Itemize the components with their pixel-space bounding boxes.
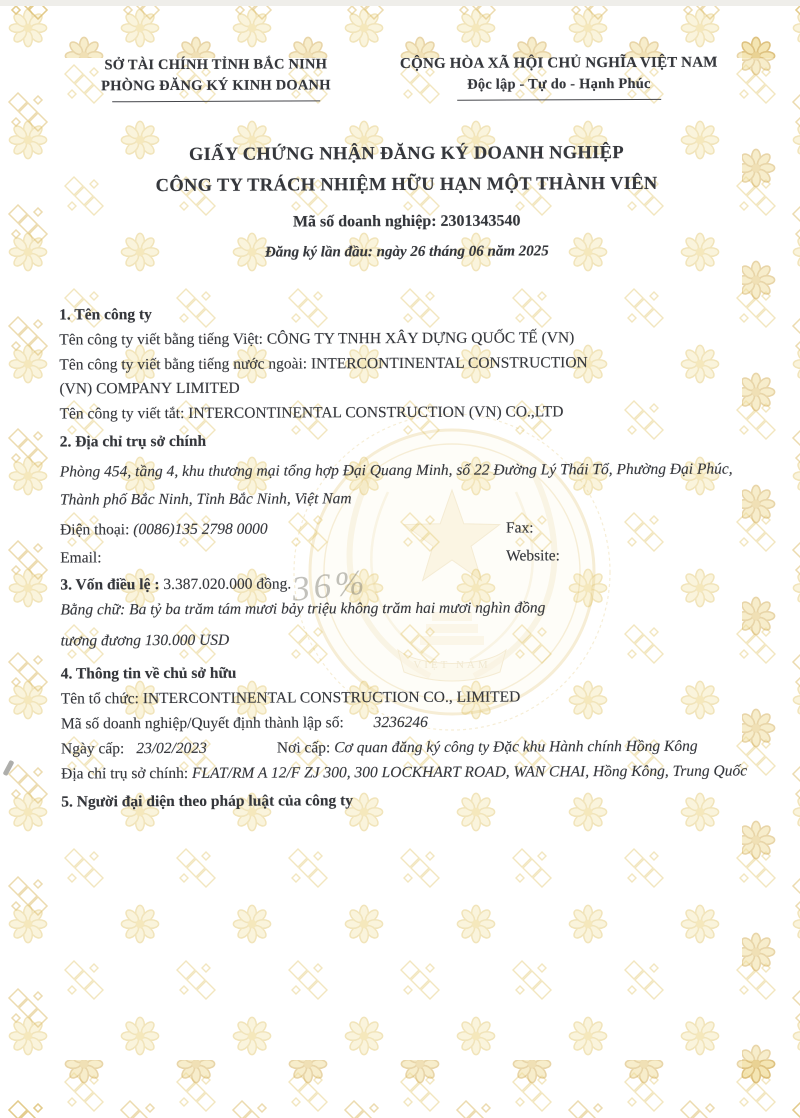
owner-organization: [61, 684, 747, 711]
owner-head-office-value: FLAT/RM A 12/F ZJ 300, 300 LOCKHART ROAD, WAN CHAI, Hồng Kông, Trung Quốc: [191, 762, 748, 782]
certificate-content: [58, 53, 747, 815]
phone-value: (0086)135 2798 0000: [133, 520, 268, 539]
header-right-rule: [457, 99, 661, 101]
issuing-authority-block: [58, 54, 374, 102]
section3-heading: 3. Vốn điều lệ :: [60, 576, 160, 594]
issue-place-label: Nơi cấp:: [276, 739, 331, 757]
email-field: [60, 545, 506, 571]
issue-place-value: Cơ quan đăng ký công ty Đặc khu Hành chính Hồng Kông: [334, 737, 698, 757]
pencil-annotation: 36%: [290, 562, 370, 609]
country-name: CỘNG HÒA XÃ HỘI CHỦ NGHĨA VIỆT NAM: [400, 54, 718, 73]
email-label: Email:: [60, 549, 102, 567]
header-left-rule: [112, 100, 320, 102]
issue-place-field: [277, 734, 747, 760]
charter-capital-line: [60, 570, 746, 597]
company-name-foreign-value: INTERCONTINENTAL CONSTRUCTION (VN) COMPANY LIMITED: [59, 354, 588, 398]
certificate-title-line2: CÔNG TY TRÁCH NHIỆM HỮU HẠN MỘT THÀNH VIÊN: [155, 173, 658, 197]
company-name-foreign: [59, 351, 745, 402]
issue-date-place-row: [61, 734, 747, 761]
section5-heading: 5. Người đại diện theo pháp luật của công ty: [61, 792, 354, 811]
owner-registration-code: [61, 709, 747, 736]
company-name-vietnamese-label: Tên công ty viết bằng tiếng Việt:: [59, 330, 263, 349]
company-name-abbreviated: [60, 400, 746, 427]
section1-heading: 1. Tên công ty: [59, 306, 152, 324]
phone-field: [60, 517, 506, 543]
title-block: [58, 140, 745, 266]
phone-label: Điện thoại:: [60, 521, 130, 539]
charter-capital-amount: 3.387.020.000 đồng.: [163, 575, 292, 594]
issue-date-label: Ngày cấp:: [60, 740, 125, 758]
emblem-banner-text: VIỆT NAM: [413, 659, 491, 671]
certificate-title-line1: GIẤY CHỨNG NHẬN ĐĂNG KÝ DOANH NGHIỆP: [188, 143, 624, 165]
fax-field: [506, 516, 534, 540]
enterprise-code-value: 2301343540: [440, 212, 521, 230]
website-label: Website:: [506, 547, 560, 565]
section2-heading: 2. Địa chỉ trụ sở chính: [59, 432, 207, 451]
national-motto-block: [374, 53, 745, 102]
company-name-vietnamese: [59, 326, 745, 353]
company-name-abbreviated-value: INTERCONTINENTAL CONSTRUCTION (VN) CO.,LTD: [188, 403, 564, 422]
registration-date-line: Đăng ký lần đầu: ngày 26 tháng 06 năm 2025: [264, 243, 549, 261]
owner-organization-label: Tên tổ chức:: [60, 690, 139, 708]
issue-date-value: 23/02/2023: [136, 739, 207, 758]
owner-head-office: [61, 759, 747, 786]
scanner-edge-artifact: [0, 0, 800, 6]
charter-capital-in-words: Bằng chữ: Ba tỷ ba trăm tám mươi bảy triệu không trăm hai mươi nghìn đồng: [60, 599, 546, 619]
company-name-foreign-label: Tên công ty viết bằng tiếng nước ngoài:: [59, 355, 308, 374]
owner-registration-code-label: Mã số doanh nghiệp/Quyết định thành lập số:: [60, 714, 344, 733]
owner-organization-value: INTERCONTINENTAL CONSTRUCTION CO., LIMITED: [142, 688, 521, 708]
email-website-row: [60, 543, 746, 570]
company-name-vietnamese-value: CÔNG TY TNHH XÂY DỰNG QUỐC TẾ (VN): [266, 329, 575, 348]
website-field: [506, 544, 560, 568]
fax-label: Fax:: [505, 519, 534, 537]
issuing-department: SỞ TÀI CHÍNH TỈNH BẮC NINH: [104, 56, 328, 74]
enterprise-code-label: Mã số doanh nghiệp:: [292, 212, 437, 231]
enterprise-code-line: [69, 209, 745, 236]
phone-fax-row: [60, 515, 746, 542]
charter-capital-equivalent: tương đương 130.000 USD: [60, 631, 230, 650]
owner-head-office-label: Địa chỉ trụ sở chính:: [61, 764, 189, 783]
section4-heading: 4. Thông tin về chủ sở hữu: [60, 664, 237, 683]
company-name-abbreviated-label: Tên công ty viết tắt:: [59, 404, 185, 423]
owner-registration-code-value: 3236246: [373, 713, 428, 732]
issuing-office: PHÒNG ĐĂNG KÝ KINH DOANH: [101, 77, 331, 95]
document-header: [58, 53, 744, 103]
national-motto: Độc lập - Tự do - Hạnh Phúc: [467, 75, 651, 93]
head-office-address: Phòng 454, tầng 4, khu thương mại tổng hợp Đại Quang Minh, số 22 Đường Lý Thái Tổ, Phường Đại Phúc, Thành phố Bắc Ninh, Tỉnh Bắc Ninh, Việt Nam: [59, 460, 733, 509]
